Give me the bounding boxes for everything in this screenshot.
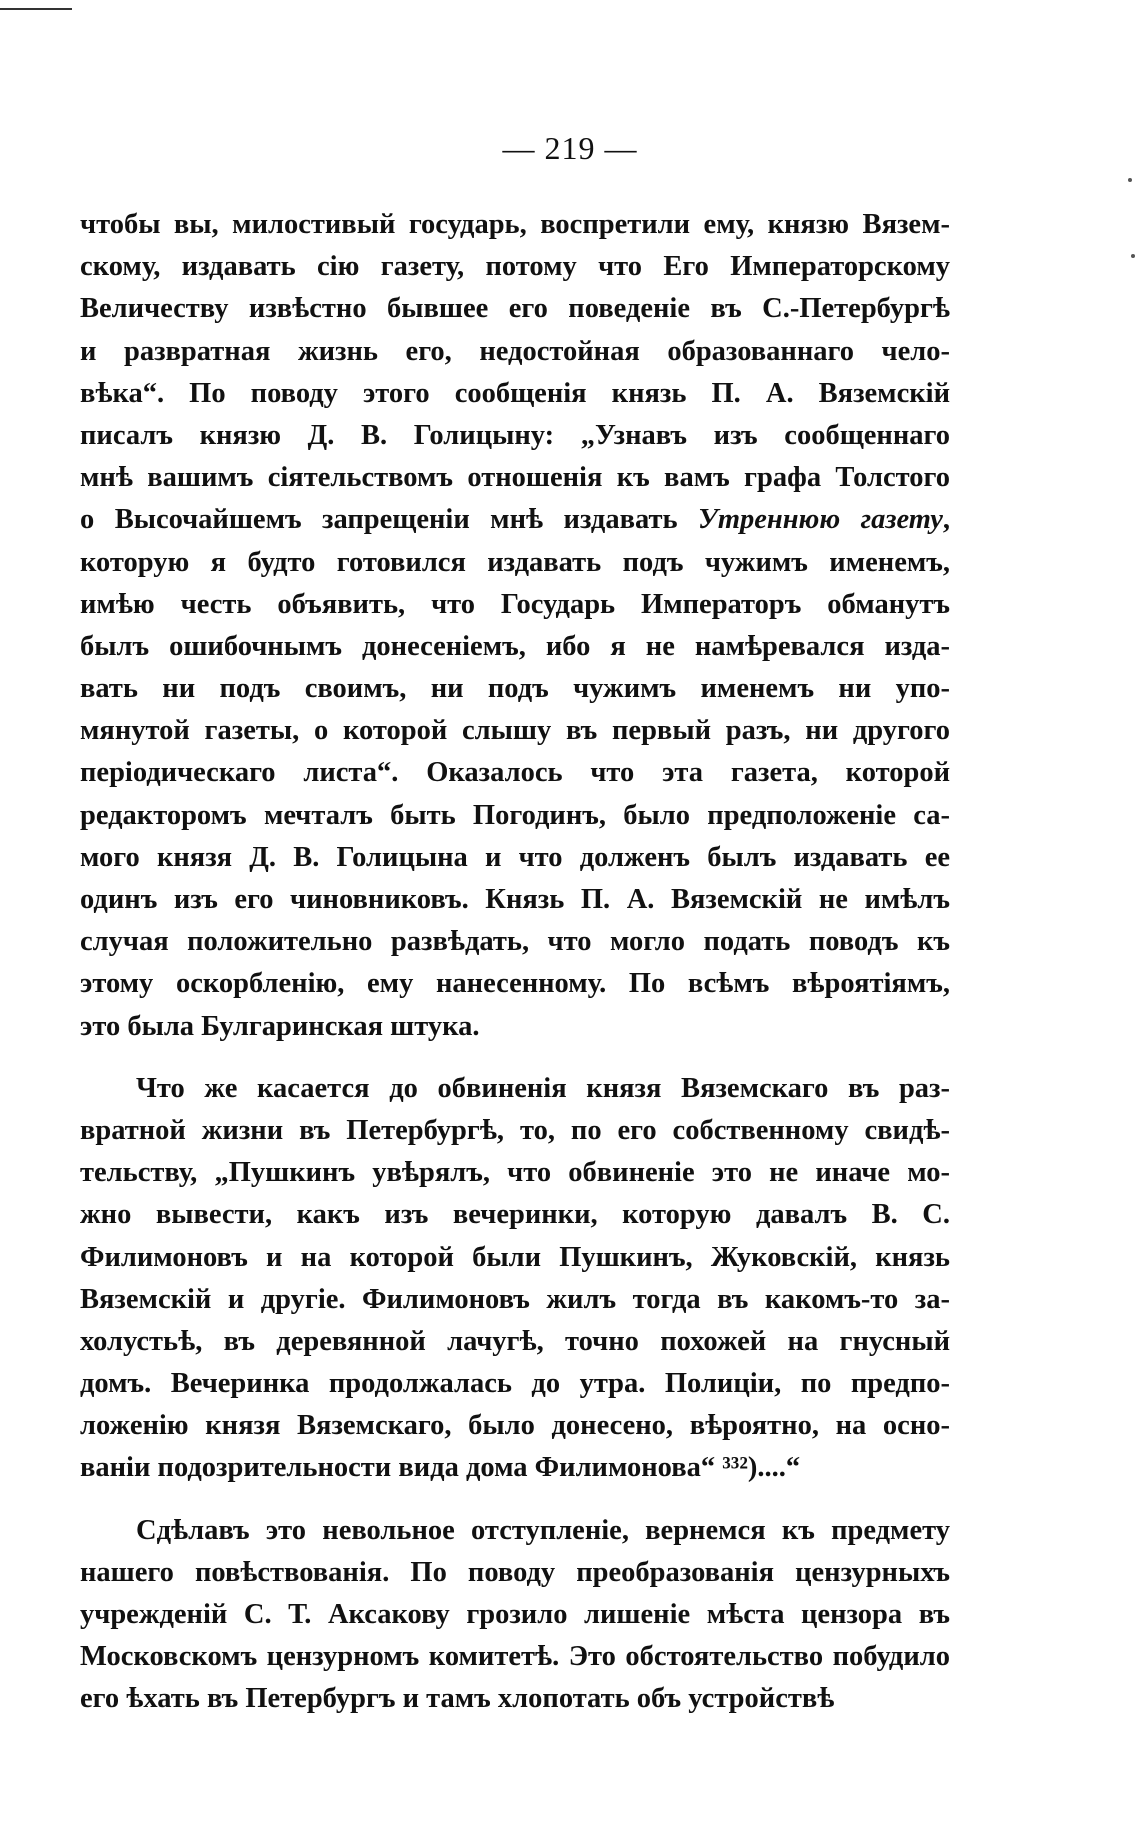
text-line xyxy=(80,457,950,499)
text-line xyxy=(80,1678,950,1720)
text-line xyxy=(80,584,950,626)
line-text: имѣю честь объявить, что Государь Императоръ обманутъ xyxy=(80,588,950,620)
text-line xyxy=(80,626,950,668)
line-text: Величеству извѣстно бывшее его поведеніе въ С.-Петербургѣ xyxy=(80,293,950,325)
line-text: ложенію князя Вяземскаго, было донесено, вѣроятно, на осно- xyxy=(80,1410,950,1442)
page-number: — 219 — xyxy=(502,130,638,166)
line-text: періодическаго листа“. Оказалось что эта газета, которой xyxy=(80,757,950,789)
line-text: скому, издавать сію газету, потому что Его Императорскому xyxy=(80,251,950,283)
text-line xyxy=(80,795,950,837)
line-text: редакторомъ мечталъ быть Погодинъ, было предположеніе са- xyxy=(80,799,950,831)
line-text: этому оскорбленію, ему нанесенному. По всѣмъ вѣроятіямъ, xyxy=(80,968,950,1000)
text-line xyxy=(80,1594,950,1636)
text-line xyxy=(80,246,950,288)
text-line xyxy=(80,668,950,710)
line-text: вратной жизни въ Петербургѣ, то, по его собственному свидѣ- xyxy=(80,1114,950,1146)
line-text: тельству, „Пушкинъ увѣрялъ, что обвиненіе это не иначе мо- xyxy=(80,1157,950,1189)
line-text: нашего повѣствованія. По поводу преобразованія цензурныхъ xyxy=(80,1556,950,1588)
text-line xyxy=(80,373,950,415)
text-line xyxy=(80,879,950,921)
paragraph xyxy=(80,1510,950,1721)
paragraph-gap xyxy=(80,1048,950,1068)
paragraph-gap xyxy=(80,1490,950,1510)
text-line xyxy=(80,331,950,373)
paragraph xyxy=(80,204,950,1048)
text-line xyxy=(80,1110,950,1152)
text-line xyxy=(80,963,950,1005)
text-line xyxy=(80,710,950,752)
line-text: о Высочайшемъ запрещеніи мнѣ издавать xyxy=(80,504,698,536)
body-text xyxy=(80,204,950,1721)
line-text: мянутой газеты, о которой слышу въ первый разъ, ни другого xyxy=(80,715,950,747)
text-line xyxy=(80,499,950,541)
text-line xyxy=(80,1552,950,1594)
line-text: вать ни подъ своимъ, ни подъ чужимъ именемъ ни упо- xyxy=(80,673,950,705)
text-line xyxy=(80,1068,950,1110)
text-line xyxy=(80,542,950,584)
line-text: Московскомъ цензурномъ комитетѣ. Это обстоятельство побудило xyxy=(80,1641,950,1673)
line-text: случая положительно развѣдать, что могло подать поводъ къ xyxy=(80,926,950,958)
line-text: и развратная жизнь его, недостойная образованнаго чело- xyxy=(80,335,950,367)
text-line xyxy=(80,1006,950,1048)
line-text: Что же касается до обвиненія князя Вяземскаго въ раз- xyxy=(136,1072,950,1104)
line-text: домъ. Вечеринка продолжалась до утра. Полиціи, по предпо- xyxy=(80,1368,950,1400)
text-line xyxy=(80,204,950,246)
line-text: которую я будто готовился издавать подъ чужимъ именемъ, xyxy=(80,546,950,578)
text-line xyxy=(80,415,950,457)
line-text: мнѣ вашимъ сіятельствомъ отношенія къ вамъ графа Толстого xyxy=(80,462,950,494)
italic-title: Утреннюю газету xyxy=(698,504,943,536)
line-text: ваніи подозрительности вида дома Филимонова“ ³³²)....“ xyxy=(80,1452,801,1484)
text-line xyxy=(80,1447,950,1489)
text-line xyxy=(80,837,950,879)
text-line xyxy=(80,1152,950,1194)
text-line xyxy=(80,288,950,330)
line-text: Филимоновъ и на которой были Пушкинъ, Жуковскій, князь xyxy=(80,1241,950,1273)
text-line xyxy=(80,1363,950,1405)
line-text: вѣка“. По поводу этого сообщенія князь П. А. Вяземскій xyxy=(80,377,950,409)
line-text: его ѣхать въ Петербургъ и тамъ хлопотать объ устройствѣ xyxy=(80,1683,835,1715)
scan-speck xyxy=(1128,178,1132,182)
line-text: Вяземскій и другіе. Филимоновъ жилъ тогда въ какомъ-то за- xyxy=(80,1283,950,1315)
text-line xyxy=(80,1194,950,1236)
text-line xyxy=(80,921,950,963)
text-line xyxy=(80,1510,950,1552)
line-text: писалъ князю Д. В. Голицыну: „Узнавъ изъ сообщеннаго xyxy=(80,419,950,451)
text-line xyxy=(80,1321,950,1363)
text-line xyxy=(80,1405,950,1447)
paragraph xyxy=(80,1068,950,1490)
text-line xyxy=(80,1636,950,1678)
text-line xyxy=(80,1237,950,1279)
line-text: жно вывести, какъ изъ вечеринки, которую давалъ В. С. xyxy=(80,1199,950,1231)
line-text: учрежденій С. Т. Аксакову грозило лишеніе мѣста цензора въ xyxy=(80,1599,950,1630)
line-text: мого князя Д. В. Голицына и что долженъ былъ издавать ее xyxy=(80,841,950,873)
line-text: , xyxy=(942,504,950,536)
line-text: холустьѣ, въ деревянной лачугѣ, точно похожей на гнусный xyxy=(80,1325,950,1357)
scan-edge-rule xyxy=(0,8,72,10)
line-text: это была Булгаринская штука. xyxy=(80,1010,480,1042)
line-text: Сдѣлавъ это невольное отступленіе, вернемся къ предмету xyxy=(136,1514,950,1546)
text-line xyxy=(80,752,950,794)
scan-speck xyxy=(1131,254,1135,258)
text-line xyxy=(80,1279,950,1321)
line-text: одинъ изъ его чиновниковъ. Князь П. А. Вяземскій не имѣлъ xyxy=(80,884,950,915)
line-text: былъ ошибочнымъ донесеніемъ, ибо я не намѣревался изда- xyxy=(80,630,950,662)
line-text: чтобы вы, милостивый государь, воспретили ему, князю Вязем- xyxy=(80,209,950,240)
